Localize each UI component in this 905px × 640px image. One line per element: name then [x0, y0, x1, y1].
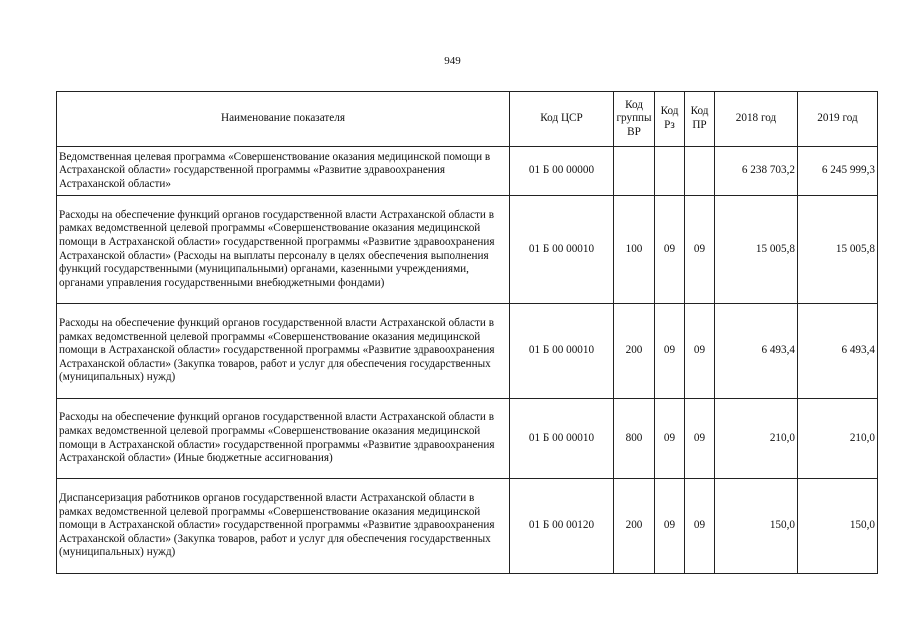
table-row — [57, 196, 878, 304]
row-2018: 210,0 — [715, 399, 798, 479]
row-csr: 01 Б 00 00010 — [510, 399, 614, 479]
row-2018: 6 493,4 — [715, 304, 798, 399]
row-2019: 6 245 999,3 — [798, 147, 878, 196]
header-vr: Код группы ВР — [614, 92, 655, 147]
header-rz: Код Рз — [655, 92, 685, 147]
budget-table — [56, 91, 878, 574]
row-vr — [614, 147, 655, 196]
row-pr: 09 — [685, 479, 715, 574]
header-name: Наименование показателя — [57, 92, 510, 147]
row-pr: 09 — [685, 304, 715, 399]
row-csr: 01 Б 00 00010 — [510, 304, 614, 399]
row-name: Диспансеризация работников органов государственной власти Астраханской области в рамках ведомственной целевой программы «Совершенствование оказания медицинской помощи в Астраханской области» государственной программы «Развитие здравоохранения Астраханской области» (Закупка товаров, работ и услуг для обеспечения государственных (муниципальных) нужд) — [57, 479, 510, 574]
row-csr: 01 Б 00 00010 — [510, 196, 614, 304]
row-2019: 210,0 — [798, 399, 878, 479]
row-name: Расходы на обеспечение функций органов государственной власти Астраханской области в рамках ведомственной целевой программы «Совершенствование оказания медицинской помощи в Астраханской области» государственной программы «Развитие здравоохранения Астраханской области» (Закупка товаров, работ и услуг для обеспечения государственных (муниципальных) нужд) — [57, 304, 510, 399]
row-pr — [685, 147, 715, 196]
table-header-row — [57, 92, 878, 147]
table-row — [57, 399, 878, 479]
table-row — [57, 304, 878, 399]
row-vr: 200 — [614, 479, 655, 574]
page-number: 949 — [444, 55, 461, 67]
row-vr: 200 — [614, 304, 655, 399]
row-pr: 09 — [685, 399, 715, 479]
row-csr: 01 Б 00 00120 — [510, 479, 614, 574]
header-csr: Код ЦСР — [510, 92, 614, 147]
header-2018: 2018 год — [715, 92, 798, 147]
row-2019: 150,0 — [798, 479, 878, 574]
row-csr: 01 Б 00 00000 — [510, 147, 614, 196]
header-2019: 2019 год — [798, 92, 878, 147]
row-2018: 150,0 — [715, 479, 798, 574]
row-vr: 800 — [614, 399, 655, 479]
row-rz: 09 — [655, 304, 685, 399]
row-2018: 15 005,8 — [715, 196, 798, 304]
row-rz: 09 — [655, 479, 685, 574]
row-pr: 09 — [685, 196, 715, 304]
row-rz: 09 — [655, 399, 685, 479]
table-row — [57, 147, 878, 196]
row-name: Расходы на обеспечение функций органов государственной власти Астраханской области в рамках ведомственной целевой программы «Совершенствование оказания медицинской помощи в Астраханской области» государственной программы «Развитие здравоохранения Астраханской области» (Иные бюджетные ассигнования) — [57, 399, 510, 479]
row-vr: 100 — [614, 196, 655, 304]
row-name: Ведомственная целевая программа «Совершенствование оказания медицинской помощи в Астраханской области» государственной программы «Развитие здравоохранения Астраханской области» — [57, 147, 510, 196]
table-row — [57, 479, 878, 574]
row-name: Расходы на обеспечение функций органов государственной власти Астраханской области в рамках ведомственной целевой программы «Совершенствование оказания медицинской помощи в Астраханской области» государственной программы «Развитие здравоохранения Астраханской области» (Расходы на выплаты персоналу в целях обеспечения выполнения функций государственными (муниципальными) органами, казенными учреждениями, органами управления государственными внебюджетными фондами) — [57, 196, 510, 304]
row-rz: 09 — [655, 196, 685, 304]
header-pr: Код ПР — [685, 92, 715, 147]
row-2018: 6 238 703,2 — [715, 147, 798, 196]
row-2019: 15 005,8 — [798, 196, 878, 304]
row-2019: 6 493,4 — [798, 304, 878, 399]
row-rz — [655, 147, 685, 196]
